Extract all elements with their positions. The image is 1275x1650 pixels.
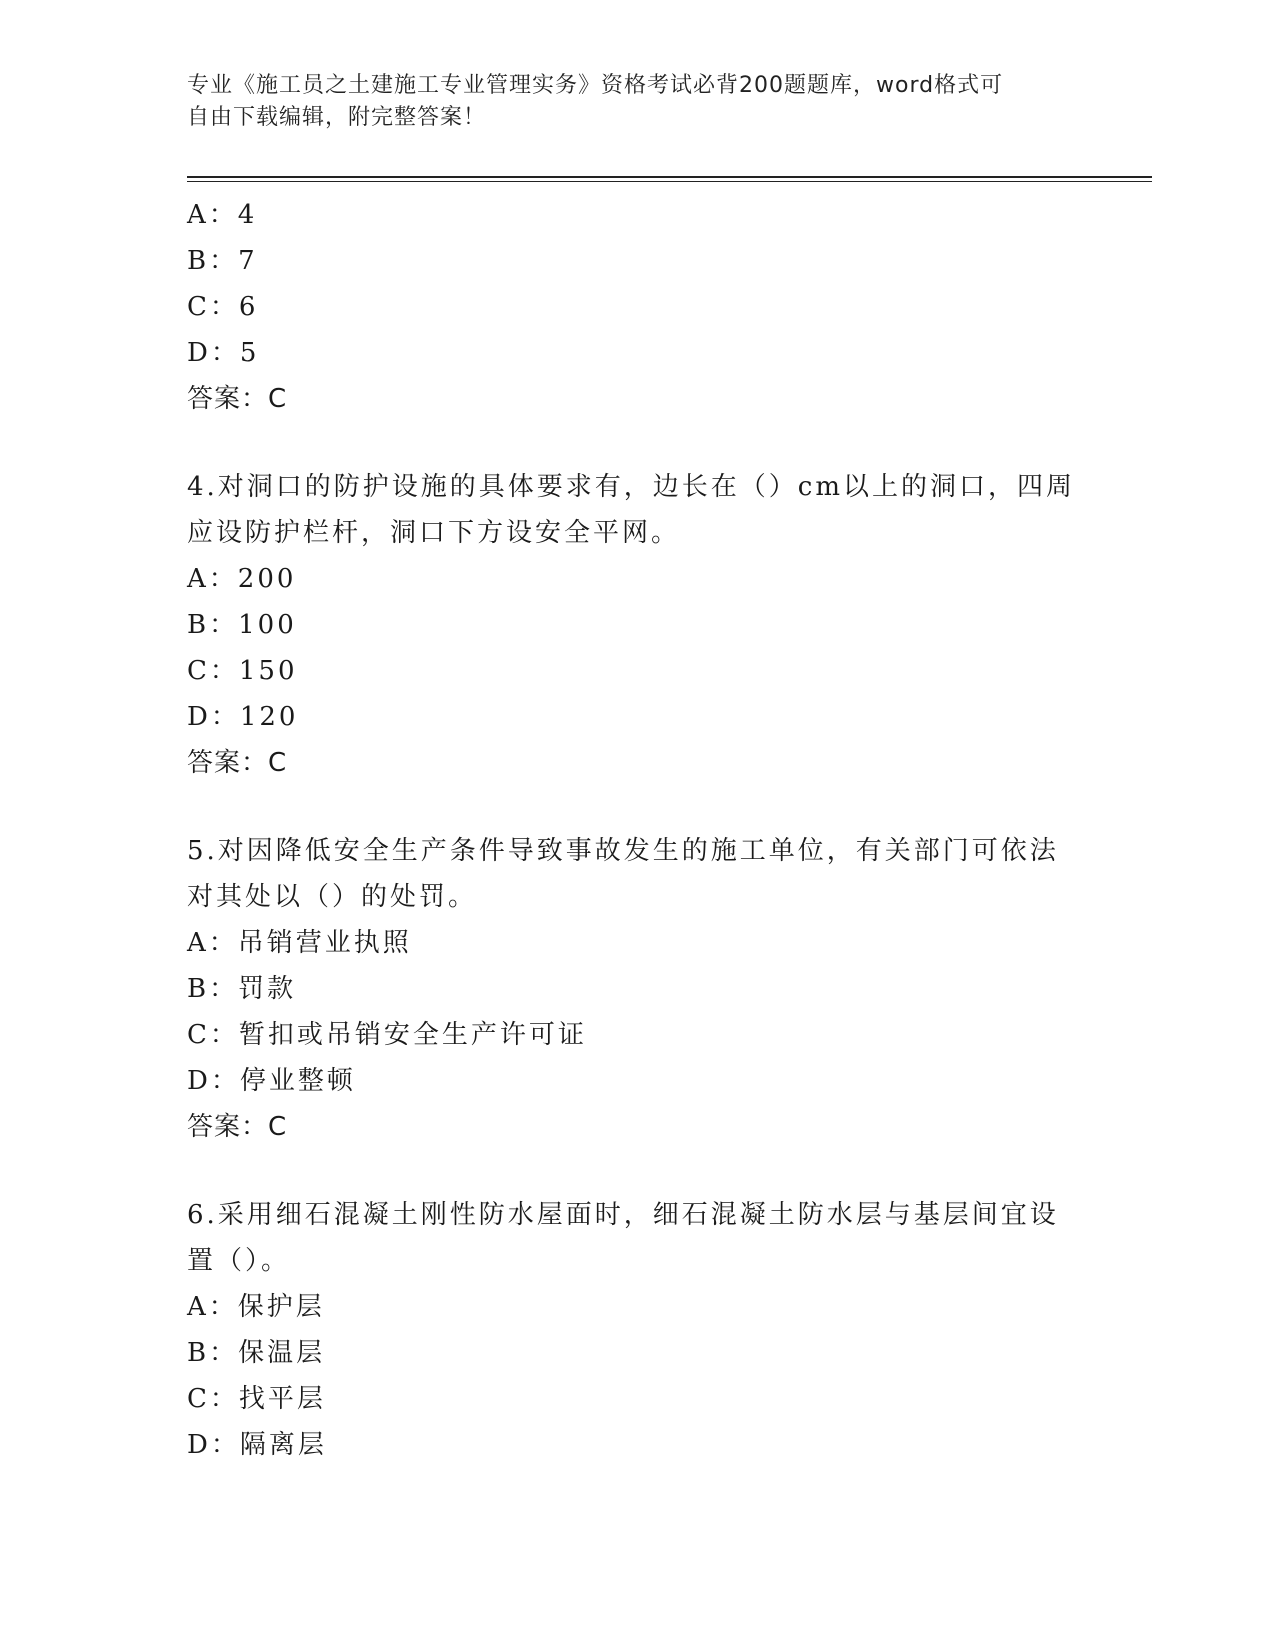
question-stem-line: 对其处以（）的处罚。 bbox=[187, 882, 478, 912]
header-divider bbox=[187, 176, 1152, 178]
question-stem-line: 6.采用细石混凝土刚性防水屋面时，细石混凝土防水层与基层间宜设 bbox=[187, 1200, 1059, 1230]
question-5 bbox=[187, 828, 1087, 1150]
question-4 bbox=[187, 464, 1087, 786]
option-a: A：吊销营业执照 bbox=[187, 928, 412, 958]
question-6 bbox=[187, 1192, 1087, 1468]
question-stem-line: 置（）。 bbox=[187, 1246, 291, 1276]
option-c: C：暂扣或吊销安全生产许可证 bbox=[187, 1020, 587, 1050]
option-a: A：4 bbox=[187, 200, 258, 230]
option-b: B：100 bbox=[187, 610, 297, 640]
header-line-1: 专业《施工员之土建施工专业管理实务》资格考试必背200题题库，word格式可 bbox=[187, 73, 1004, 98]
option-d: D：120 bbox=[187, 702, 299, 732]
option-c: C：150 bbox=[187, 656, 298, 686]
option-b: B：保温层 bbox=[187, 1338, 326, 1368]
question-stem-line: 4.对洞口的防护设施的具体要求有，边长在（）cm以上的洞口，四周 bbox=[187, 472, 1076, 502]
option-c: C：找平层 bbox=[187, 1384, 326, 1414]
option-b: B：罚款 bbox=[187, 974, 297, 1004]
question-3-fragment bbox=[187, 192, 1087, 422]
option-d: D：停业整顿 bbox=[187, 1066, 356, 1096]
header-line-2: 自由下载编辑，附完整答案！ bbox=[187, 105, 487, 130]
option-a: A：保护层 bbox=[187, 1292, 325, 1322]
option-d: D：隔离层 bbox=[187, 1430, 327, 1460]
header-divider-thin bbox=[187, 181, 1152, 182]
option-d: D：5 bbox=[187, 338, 260, 368]
document-header bbox=[187, 70, 1067, 134]
question-stem-line: 应设防护栏杆，洞口下方设安全平网。 bbox=[187, 518, 681, 548]
option-a: A：200 bbox=[187, 564, 297, 594]
answer-line: 答案：C bbox=[187, 1112, 288, 1142]
option-b: B：7 bbox=[187, 246, 258, 276]
answer-line: 答案：C bbox=[187, 384, 288, 414]
answer-line: 答案：C bbox=[187, 748, 288, 778]
question-list bbox=[187, 192, 1087, 1468]
question-stem-line: 5.对因降低安全生产条件导致事故发生的施工单位，有关部门可依法 bbox=[187, 836, 1059, 866]
option-c: C：6 bbox=[187, 292, 259, 322]
